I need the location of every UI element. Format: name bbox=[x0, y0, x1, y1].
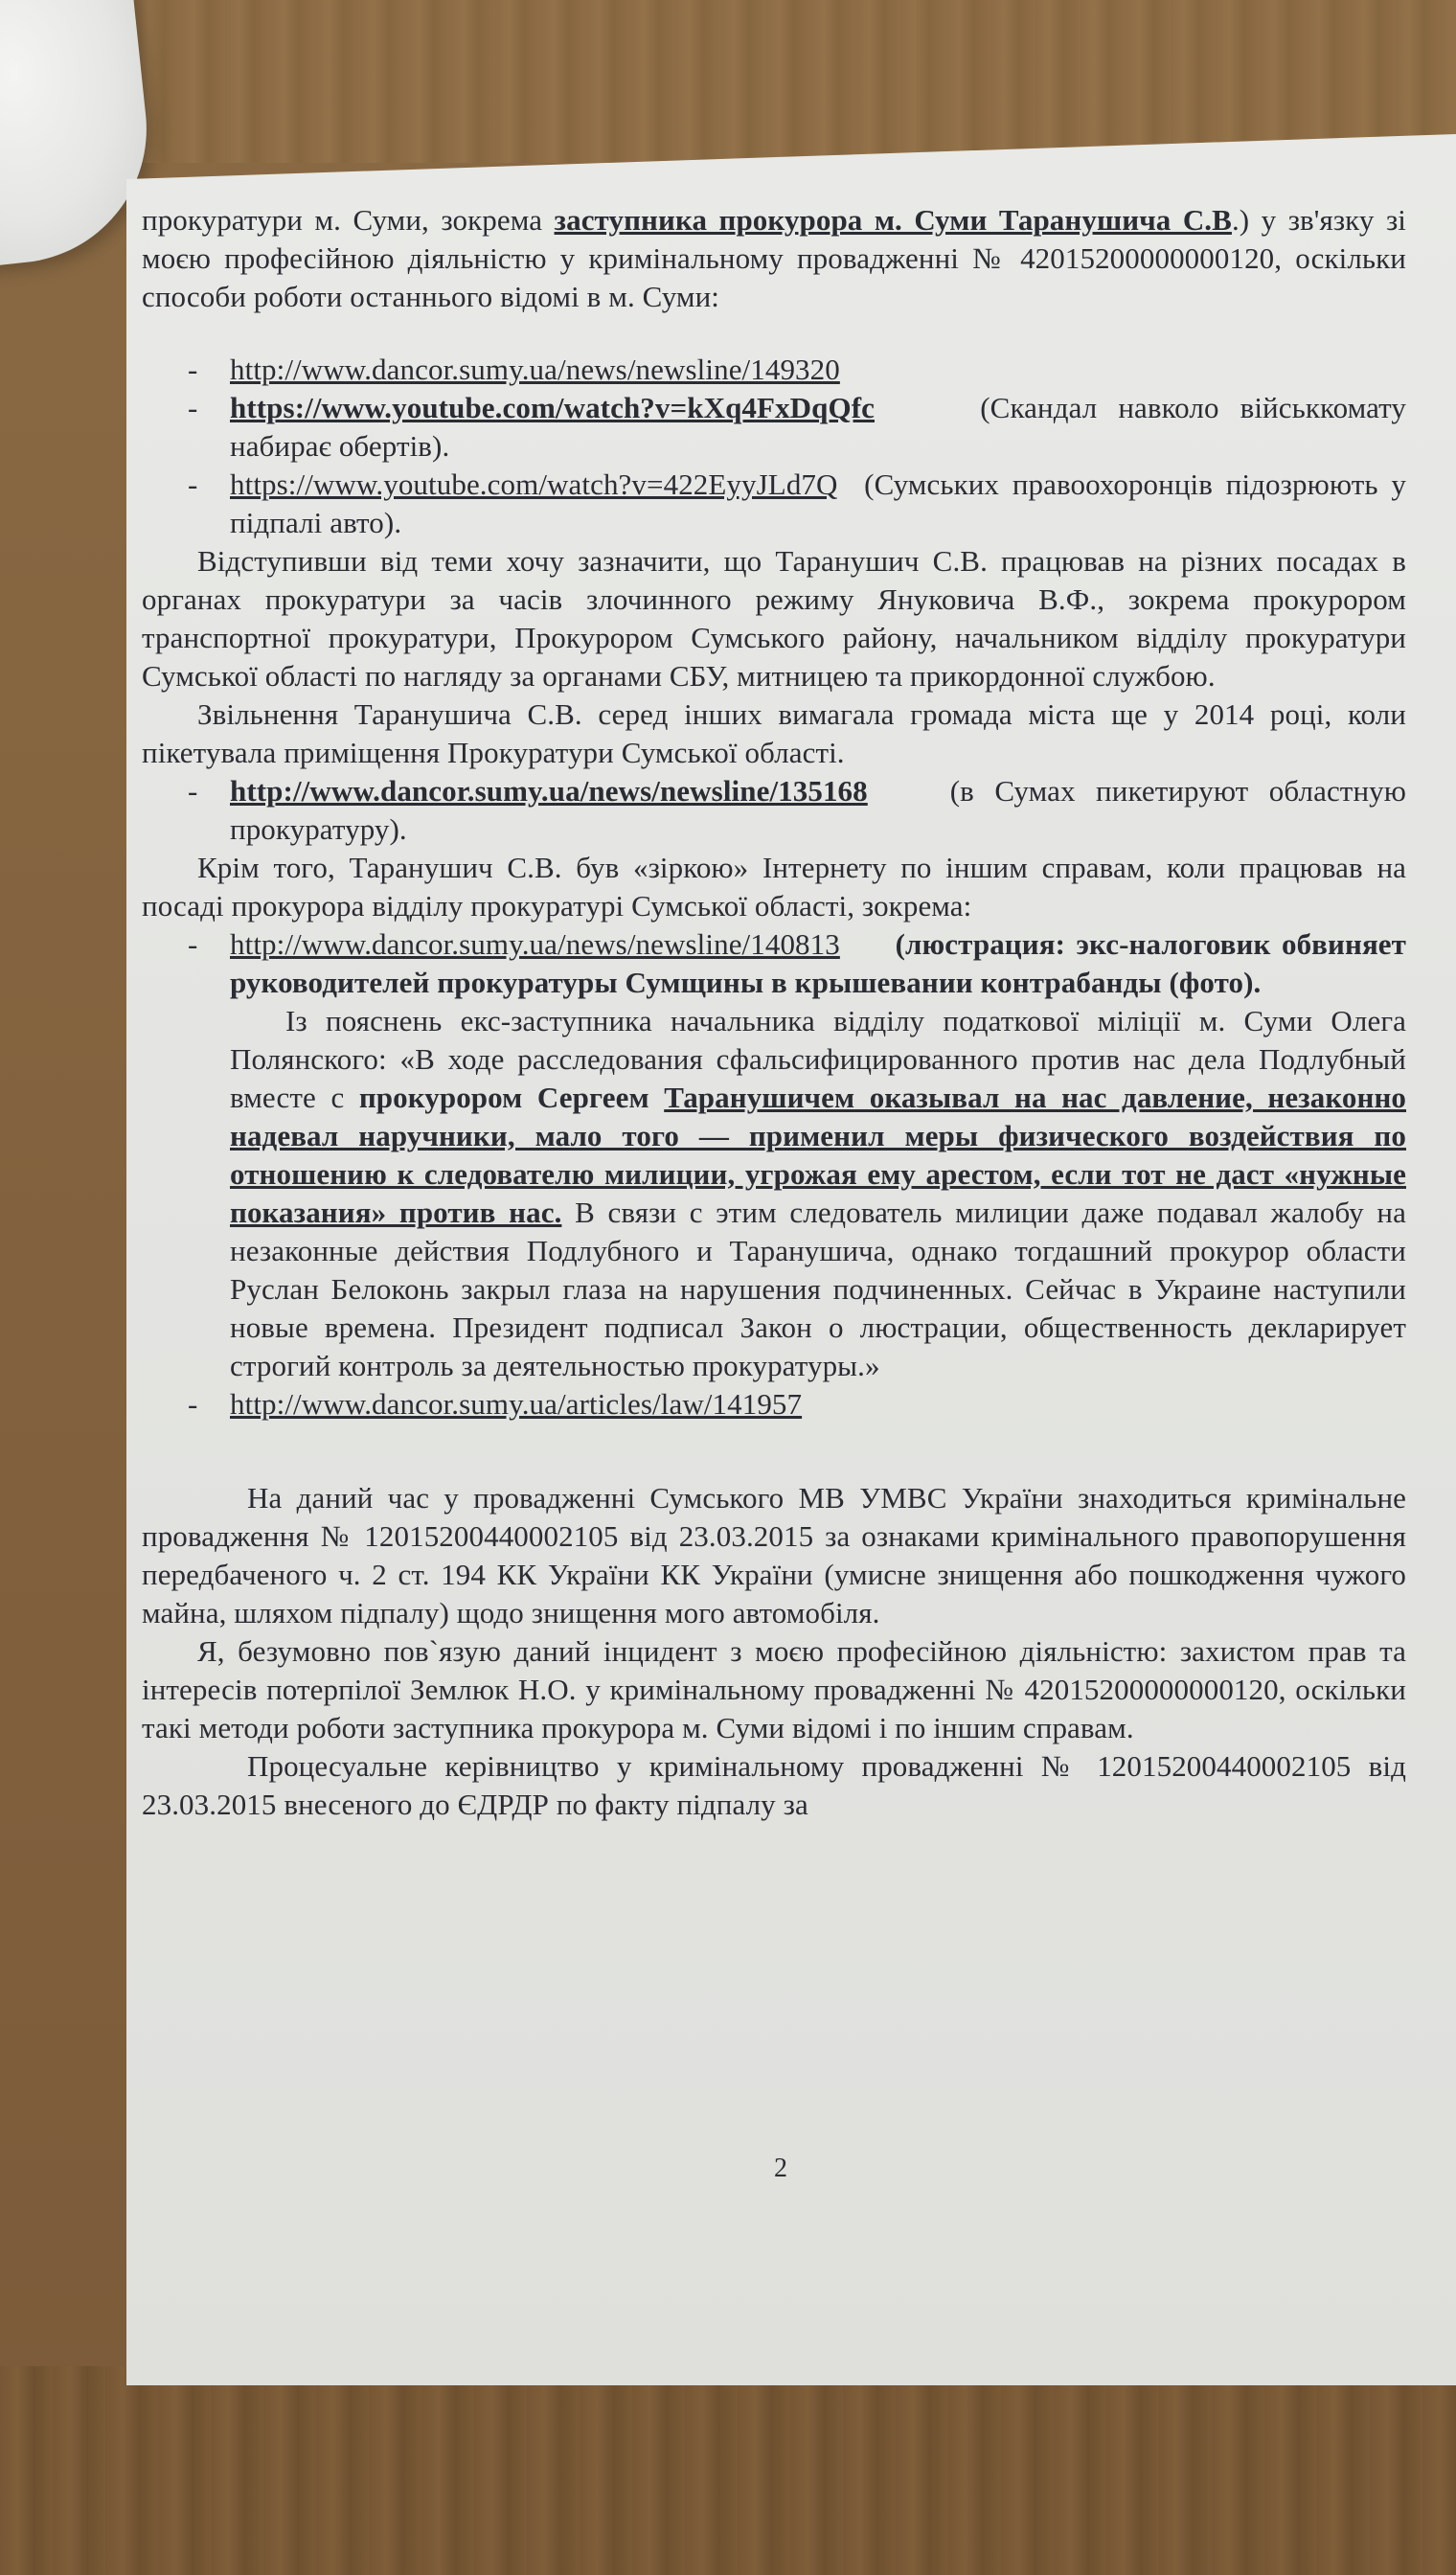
deputy-prosecutor-name: заступника прокурора м. Суми Таранушича С.В bbox=[554, 203, 1232, 237]
table-surface-bottom bbox=[0, 2366, 1456, 2575]
table-surface-top bbox=[0, 0, 1456, 163]
paragraph-incident-link: Я, безумовно пов`язую даний інцидент з моєю професійною діяльністю: захистом прав та інтересів потерпілої Землюк Н.О. у кримінальному провадженні № 42015200000000120, оскільки такі методи роботи заступника прокурора м. Суми відомі і по іншим справам. bbox=[142, 1634, 1406, 1744]
list-item: - http://www.dancor.sumy.ua/news/newsline/149320 bbox=[188, 353, 840, 386]
list-item: - https://www.youtube.com/watch?v=422EyyJLd7Q (Сумських правоохоронців підозрюють у підпалі авто). bbox=[188, 467, 1406, 539]
paragraph-star: Крім того, Таранушич С.В. був «зіркою» Інтернету по іншим справам, коли працював на посаді прокурора відділу прокуратурі Сумської області, зокрема: bbox=[142, 851, 1406, 923]
quote-block: Із пояснень екс-заступника начальника відділу податкової міліції м. Суми Олега Полянского: «В ходе расследования сфальсифицированного против нас дела Подлубный вместе с прокурором Сергеем Таранушичем оказывал на нас давление, незаконно надевал наручники, мало того — применил меры физического воздействия по отношению к следователю милиции, угрожая ему арестом, если тот не даст «нужные показания» против нас. В связи с этим следователь милиции даже подавал жалобу на незаконные действия Подлубного и Таранушича, однако тогдашний прокурор области Руслан Белоконь закрыл глаза на нарушения подчиненных. Сейчас в Украине наступили новые времена. Президент подписал Закон о люстрации, общественность декларирует строгий контроль за деятельностью прокуратуры.» bbox=[230, 1004, 1407, 1382]
link-dancor-135168[interactable]: http://www.dancor.sumy.ua/news/newsline/135168 bbox=[230, 774, 868, 808]
list-item: - https://www.youtube.com/watch?v=kXq4FxDqQfc (Скандал навколо військкомату набирає обертів). bbox=[188, 391, 1406, 463]
link-youtube-kxq4[interactable]: https://www.youtube.com/watch?v=kXq4FxDqQfc bbox=[230, 391, 875, 424]
paragraph-digress: Відступивши від теми хочу зазначити, що Таранушич С.В. працював на різних посадах в органах прокуратури за часів злочинного режиму Януковича В.Ф., зокрема прокурором транспортної прокуратури, Прокурором Сумського району, начальником відділу прокуратури Сумської області по нагляду за органами СБУ, митницею та прикордонної службою. bbox=[142, 544, 1406, 693]
page-number: 2 bbox=[774, 2153, 787, 2183]
paragraph-dismissal: Звільнення Таранушича С.В. серед інших вимагала громада міста ще у 2014 році, коли пікетувала приміщення Прокуратури Сумської області. bbox=[142, 697, 1406, 769]
link-dancor-140813[interactable]: http://www.dancor.sumy.ua/news/newsline/140813 bbox=[230, 927, 840, 961]
link-dancor-law-141957[interactable]: http://www.dancor.sumy.ua/articles/law/141957 bbox=[230, 1387, 803, 1421]
link-youtube-422e[interactable]: https://www.youtube.com/watch?v=422EyyJLd7Q bbox=[230, 467, 838, 501]
list-item: - http://www.dancor.sumy.ua/news/newsline/140813 (люстрация: экс-налоговик обвиняет руководителей прокуратуры Сумщины в крышевании контрабанды (фото). bbox=[188, 927, 1406, 999]
paragraph-procedural: Процесуальне керівництво у кримінальному провадженні № 12015200440002105 від 23.03.2015 внесеного до ЄДРДР по факту підпалу за bbox=[142, 1749, 1406, 1821]
list-item: - http://www.dancor.sumy.ua/articles/law/141957 bbox=[188, 1387, 803, 1421]
document-body bbox=[142, 201, 1406, 1824]
list-item: - http://www.dancor.sumy.ua/news/newsline/135168 (в Сумах пикетируют областную прокуратуру). bbox=[188, 774, 1406, 846]
link-dancor-149320[interactable]: http://www.dancor.sumy.ua/news/newsline/149320 bbox=[230, 353, 840, 386]
paragraph-current-case: На даний час у провадженні Сумського МВ УМВС України знаходиться кримінальне провадження № 12015200440002105 від 23.03.2015 за ознаками кримінального правопорушення передбаченого ч. 2 ст. 194 КК України КК України (умисне знищення або пошкодження чужого майна, шляхом підпалу) щодо знищення мого автомобіля. bbox=[142, 1481, 1406, 1629]
paragraph-intro: прокуратури м. Суми, зокрема заступника прокурора м. Суми Таранушича С.В.) у зв'язку зі моєю професійною діяльністю у кримінальному провадженні № 42015200000000120, оскільки способи роботи останнього відомі в м. Суми: bbox=[142, 203, 1407, 313]
